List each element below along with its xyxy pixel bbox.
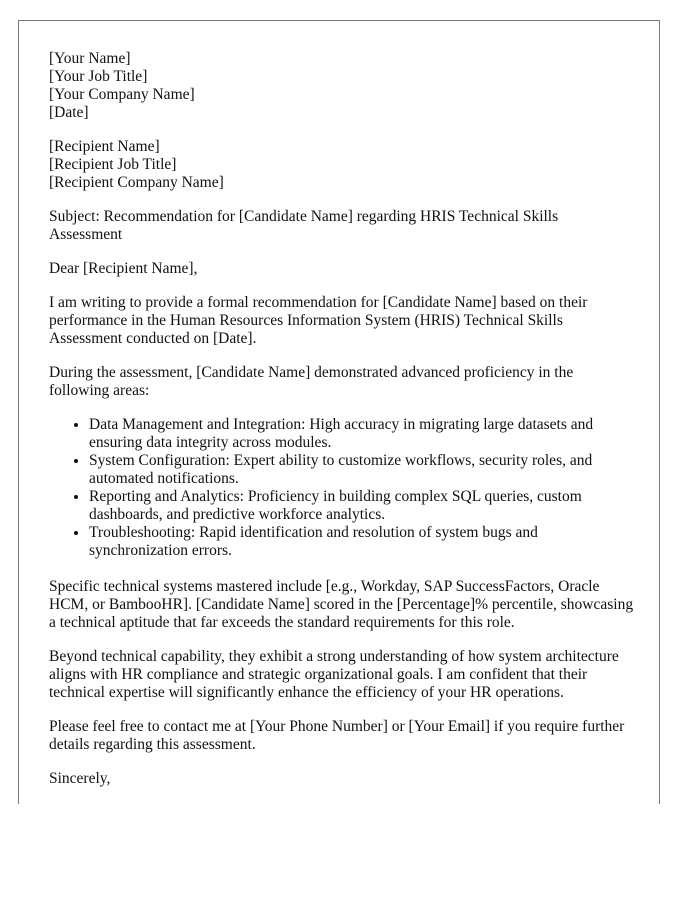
skill-item: • Reporting and Analytics: Proficiency in building complex SQL queries, custom dashboards, and predictive workforce analytics. [89,488,634,524]
sender-name: [Your Name] [49,50,131,67]
sender-block [49,50,634,122]
recipient-name: [Recipient Name] [49,138,160,155]
skill-item: • Data Management and Integration: High accuracy in migrating large datasets and ensuring data integrity across modules. [89,416,634,452]
recipient-block [49,138,634,192]
assessment-paragraph: During the assessment, [Candidate Name] demonstrated advanced proficiency in the following areas: [49,364,574,399]
skill-item: • Troubleshooting: Rapid identification and resolution of system bugs and synchronization errors. [89,524,634,560]
beyond-paragraph: Beyond technical capability, they exhibit a strong understanding of how system architecture aligns with HR compliance and strategic organizational goals. I am confident that their technical expertise will significantly enhance the efficiency of your HR operations. [49,648,619,701]
letter-content [49,50,634,804]
skills-list [49,416,634,560]
sender-company: [Your Company Name] [49,86,195,103]
skill-item: • System Configuration: Expert ability to customize workflows, security roles, and automated notifications. [89,452,634,488]
salutation: Dear [Recipient Name], [49,260,198,277]
subject-line: Subject: Recommendation for [Candidate Name] regarding HRIS Technical Skills Assessment [49,208,559,243]
letter-page [18,20,660,804]
systems-paragraph: Specific technical systems mastered include [e.g., Workday, SAP SuccessFactors, Oracle HCM, or BambooHR]. [Candidate Name] scored in the [Percentage]% percentile, showcasing a technical aptitude that far exceeds the standard requirements for this role. [49,578,634,631]
closing: Sincerely, [49,770,111,787]
intro-paragraph: I am writing to provide a formal recommendation for [Candidate Name] based on their performance in the Human Resources Information System (HRIS) Technical Skills Assessment conducted on [Date]. [49,294,588,347]
recipient-company: [Recipient Company Name] [49,174,224,191]
contact-paragraph: Please feel free to contact me at [Your Phone Number] or [Your Email] if you require further details regarding this assessment. [49,718,625,753]
recipient-job-title: [Recipient Job Title] [49,156,177,173]
letter-date: [Date] [49,104,89,121]
sender-job-title: [Your Job Title] [49,68,148,85]
